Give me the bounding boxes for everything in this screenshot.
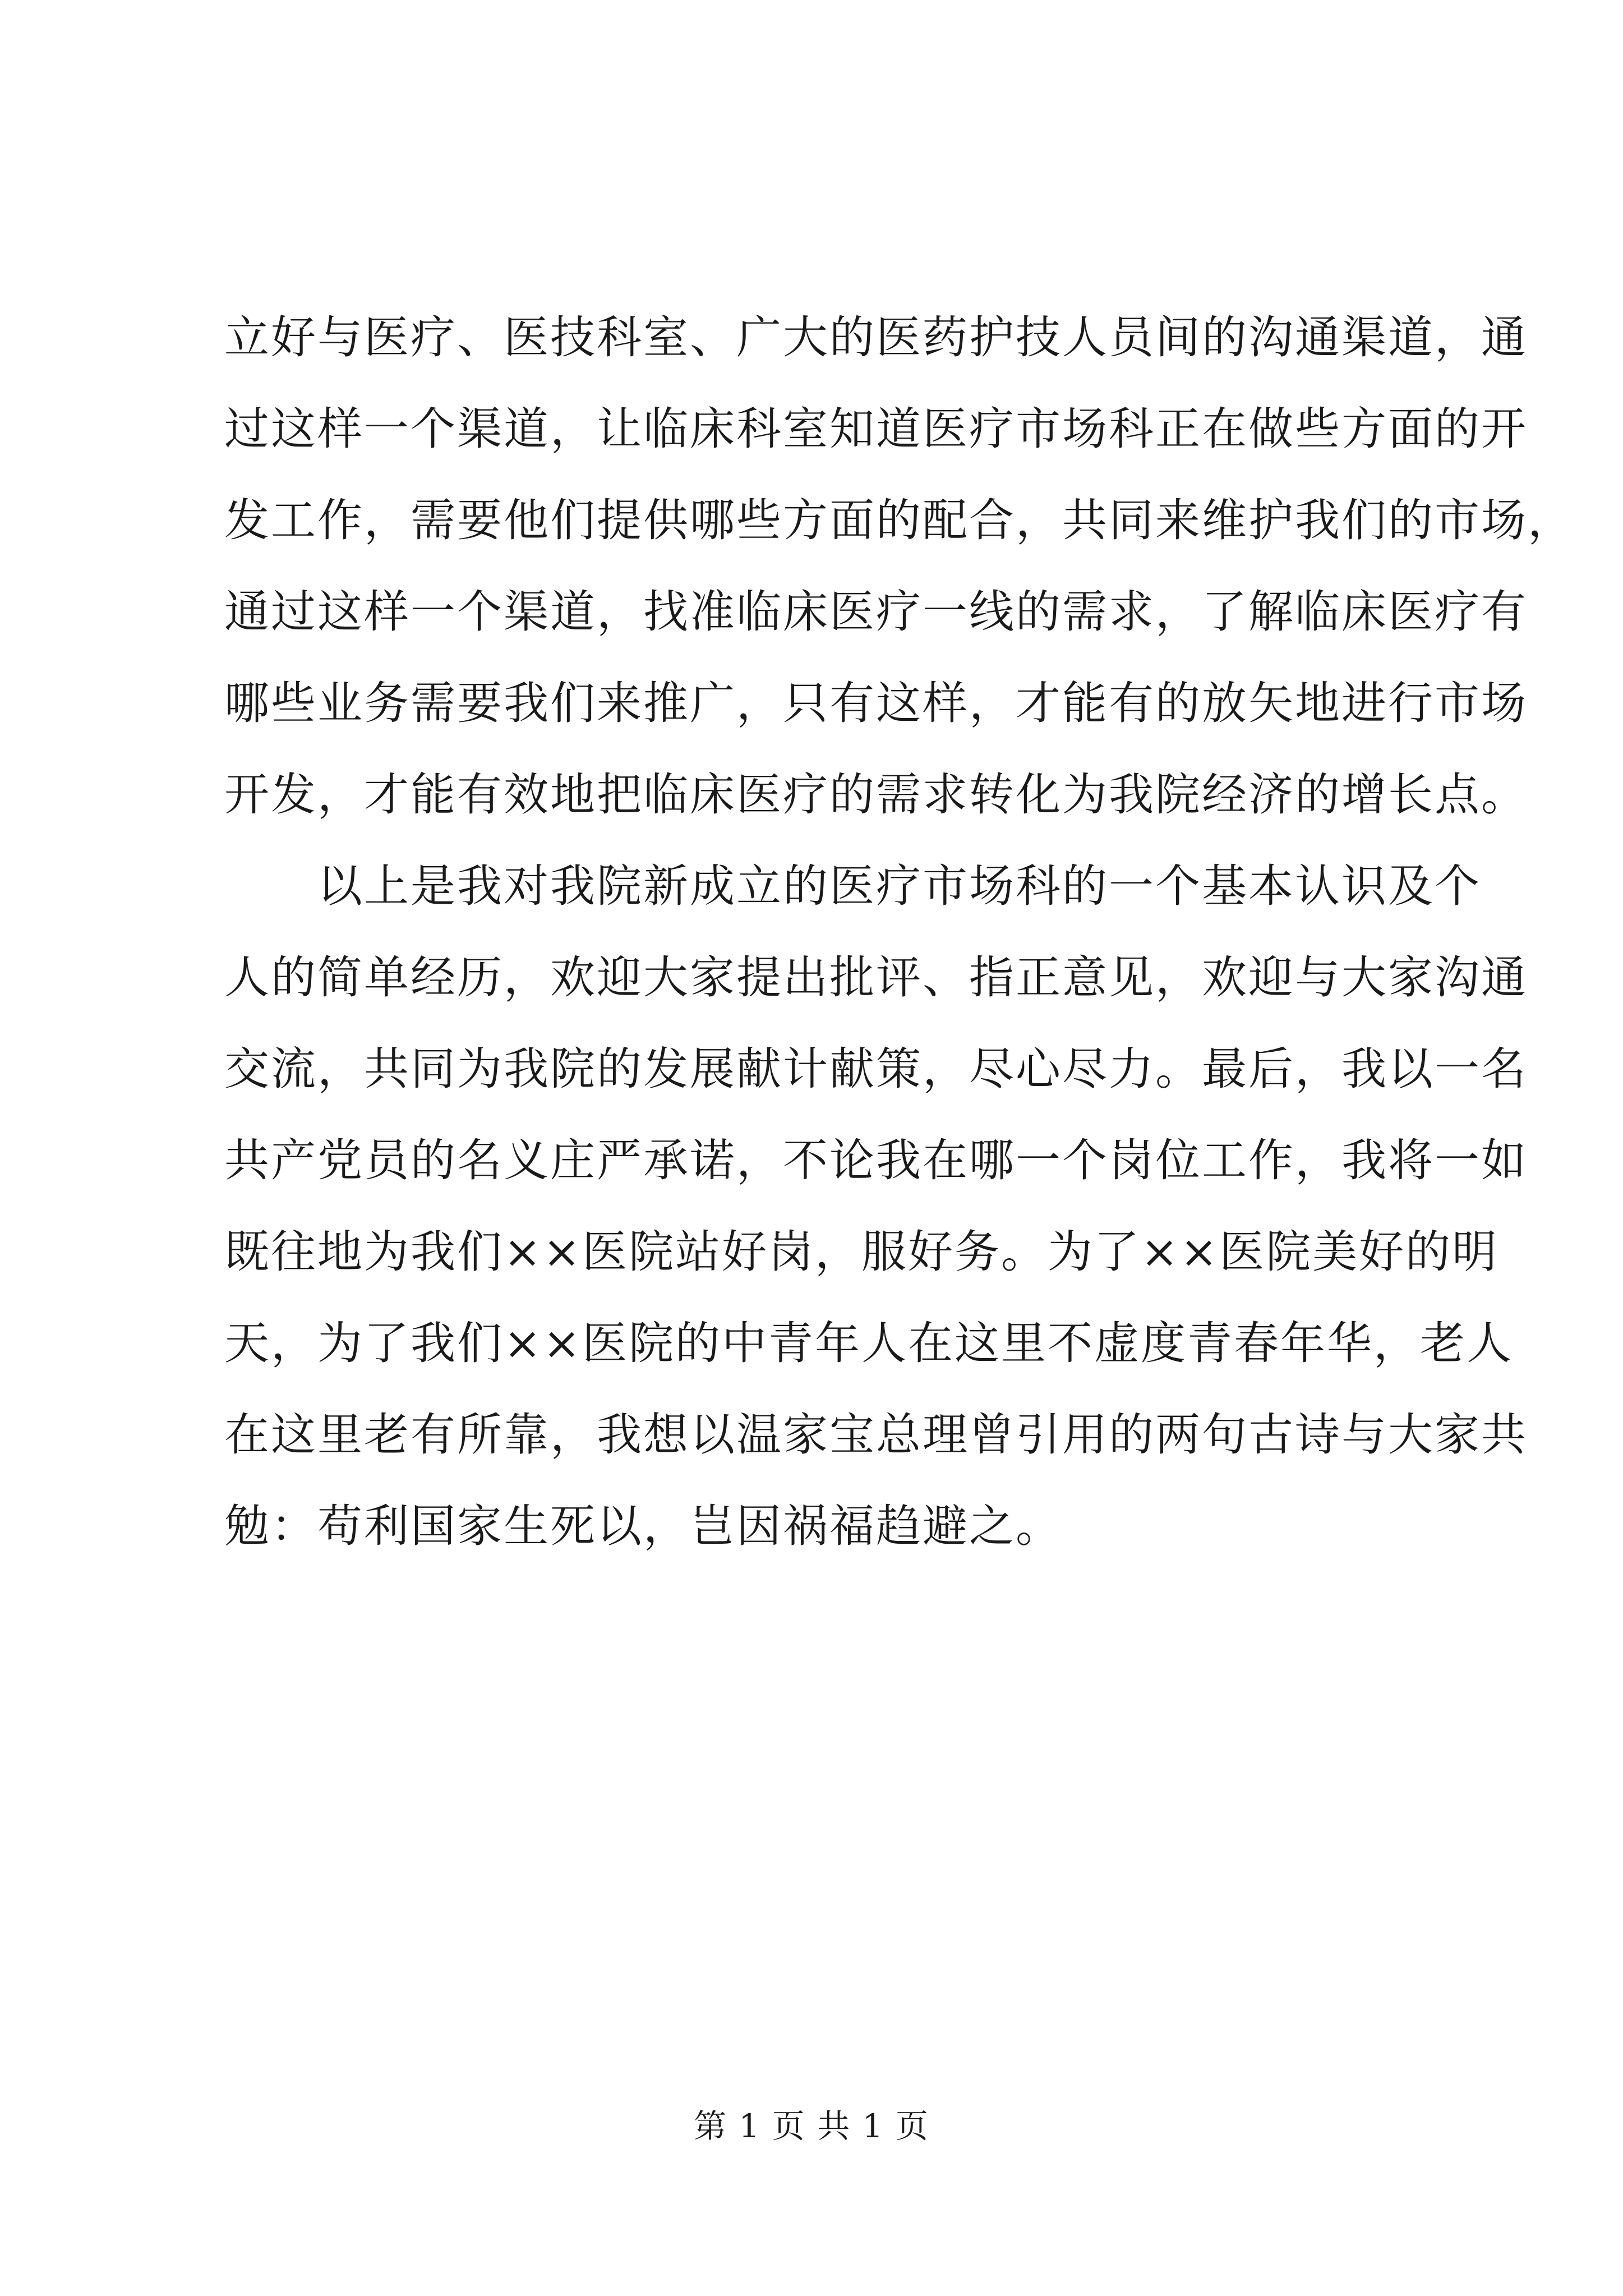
text-line: 哪些业务需要我们来推广，只有这样，才能有的放矢地进行市场 xyxy=(224,677,1528,729)
text-line: 以上是我对我院新成立的医疗市场科的一个基本认识及个 xyxy=(224,860,1481,912)
document-body xyxy=(224,292,1574,1572)
text-line: 过这样一个渠道，让临床科室知道医疗市场科正在做些方面的开 xyxy=(224,403,1528,455)
text-line: 开发，才能有效地把临床医疗的需求转化为我院经济的增长点。 xyxy=(224,769,1528,821)
text-line: 人的简单经历，欢迎大家提出批评、指正意见，欢迎与大家沟通 xyxy=(224,951,1528,1004)
text-line: 立好与医疗、医技科室、广大的医药护技人员间的沟通渠道，通 xyxy=(224,311,1528,364)
page-footer: 第 1 页 共 1 页 xyxy=(694,2107,929,2145)
text-line: 共产党员的名义庄严承诺，不论我在哪一个岗位工作，我将一如 xyxy=(224,1134,1528,1186)
text-line: 在这里老有所靠，我想以温家宝总理曾引用的两句古诗与大家共 xyxy=(224,1409,1528,1461)
text-line: 交流，共同为我院的发展献计献策，尽心尽力。最后，我以一名 xyxy=(224,1043,1528,1095)
text-line: 通过这样一个渠道，找准临床医疗一线的需求，了解临床医疗有 xyxy=(224,586,1528,638)
text-line: 勉：苟利国家生死以，岂因祸福趋避之。 xyxy=(224,1500,1062,1552)
text-line: 发工作，需要他们提供哪些方面的配合，共同来维护我们的市场， xyxy=(224,494,1574,546)
paragraph-2 xyxy=(224,840,1528,1572)
text-line: 既往地为我们××医院站好岗，服好务。为了××医院美好的明 xyxy=(224,1226,1499,1278)
paragraph-1 xyxy=(224,292,1574,840)
text-line: 天，为了我们××医院的中青年人在这里不虚度青春年华，老人 xyxy=(224,1317,1514,1369)
